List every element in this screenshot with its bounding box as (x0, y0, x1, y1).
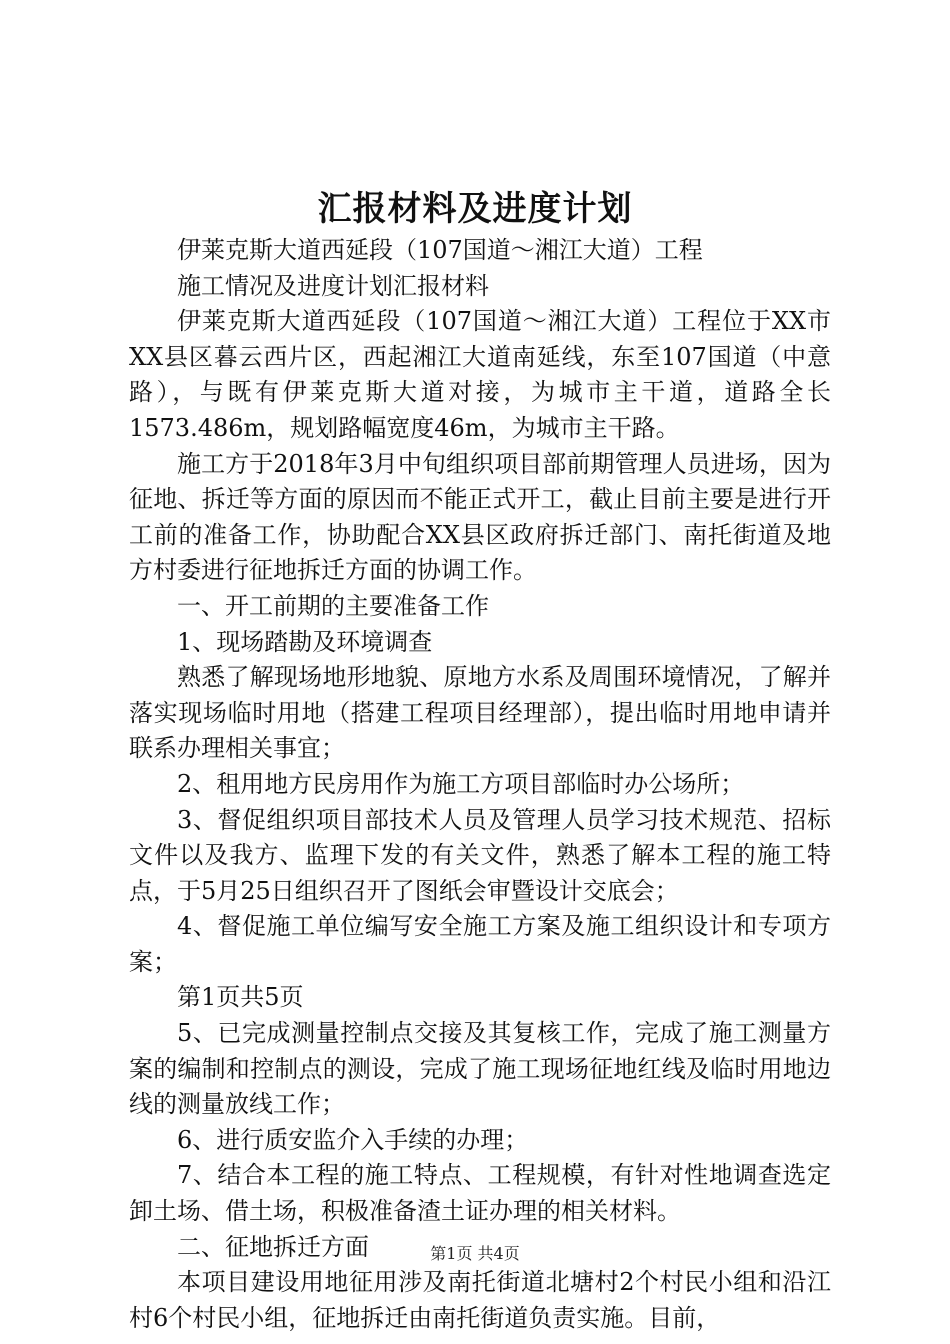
document-body (129, 233, 831, 1336)
paragraph-project-overview: 伊莱克斯大道西延段（107国道～湘江大道）工程位于XX市XX县区暮云西片区，西起湘江大道南延线，东至107国道（中意路），与既有伊莱克斯大道对接，为城市主干道，道路全长1573.486m，规划路幅宽度46m，为城市主干路。 (129, 307, 831, 442)
paragraph-site-survey: 熟悉了解现场地形地貌、原地方水系及周围环境情况，了解并落实现场临时用地（搭建工程项目经理部），提出临时用地申请并联系办理相关事宜； (129, 663, 831, 763)
list-item-1: 1、现场踏勘及环境调查 (177, 627, 433, 656)
inline-page-marker: 第1页共5页 (177, 983, 304, 1012)
list-item-5: 5、已完成测量控制点交接及其复核工作，完成了施工测量方案的编制和控制点的测设，完成了施工现场征地红线及临时用地边线的测量放线工作； (129, 1019, 831, 1119)
paragraph-construction-status: 施工方于2018年3月中旬组织项目部前期管理人员进场，因为征地、拆迁等方面的原因而不能正式开工，截止目前主要是进行开工前的准备工作，协助配合XX县区政府拆迁部门、南托街道及地方村委进行征地拆迁方面的协调工作。 (129, 449, 831, 585)
paragraph-land-acquisition: 本项目建设用地征用涉及南托街道北塘村2个村民小组和沿江村6个村民小组，征地拆迁由南托街道负责实施。目前， (129, 1268, 831, 1332)
page-footer: 第1页 共4页 (430, 1244, 520, 1263)
list-item-6: 6、进行质安监介入手续的办理； (177, 1125, 529, 1154)
section-heading-land-acquisition: 二、征地拆迁方面 (177, 1232, 369, 1261)
list-item-7: 7、结合本工程的施工特点、工程规模，有针对性地调查选定卸土场、借土场，积极准备渣土证办理的相关材料。 (129, 1161, 831, 1226)
project-name-line: 伊莱克斯大道西延段（107国道～湘江大道）工程 (177, 236, 703, 264)
list-item-4: 4、督促施工单位编写安全施工方案及施工组织设计和专项方案； (129, 912, 831, 976)
report-subtitle-line: 施工情况及进度计划汇报材料 (177, 271, 489, 300)
section-heading-preparation: 一、开工前期的主要准备工作 (177, 591, 489, 620)
list-item-3: 3、督促组织项目部技术人员及管理人员学习技术规范、招标文件以及我方、监理下发的有关文件，熟悉了解本工程的施工特点，于5月25日组织召开了图纸会审暨设计交底会； (129, 805, 831, 905)
list-item-2: 2、租用地方民房用作为施工方项目部临时办公场所； (177, 769, 745, 798)
document-title: 汇报材料及进度计划 (317, 189, 633, 229)
